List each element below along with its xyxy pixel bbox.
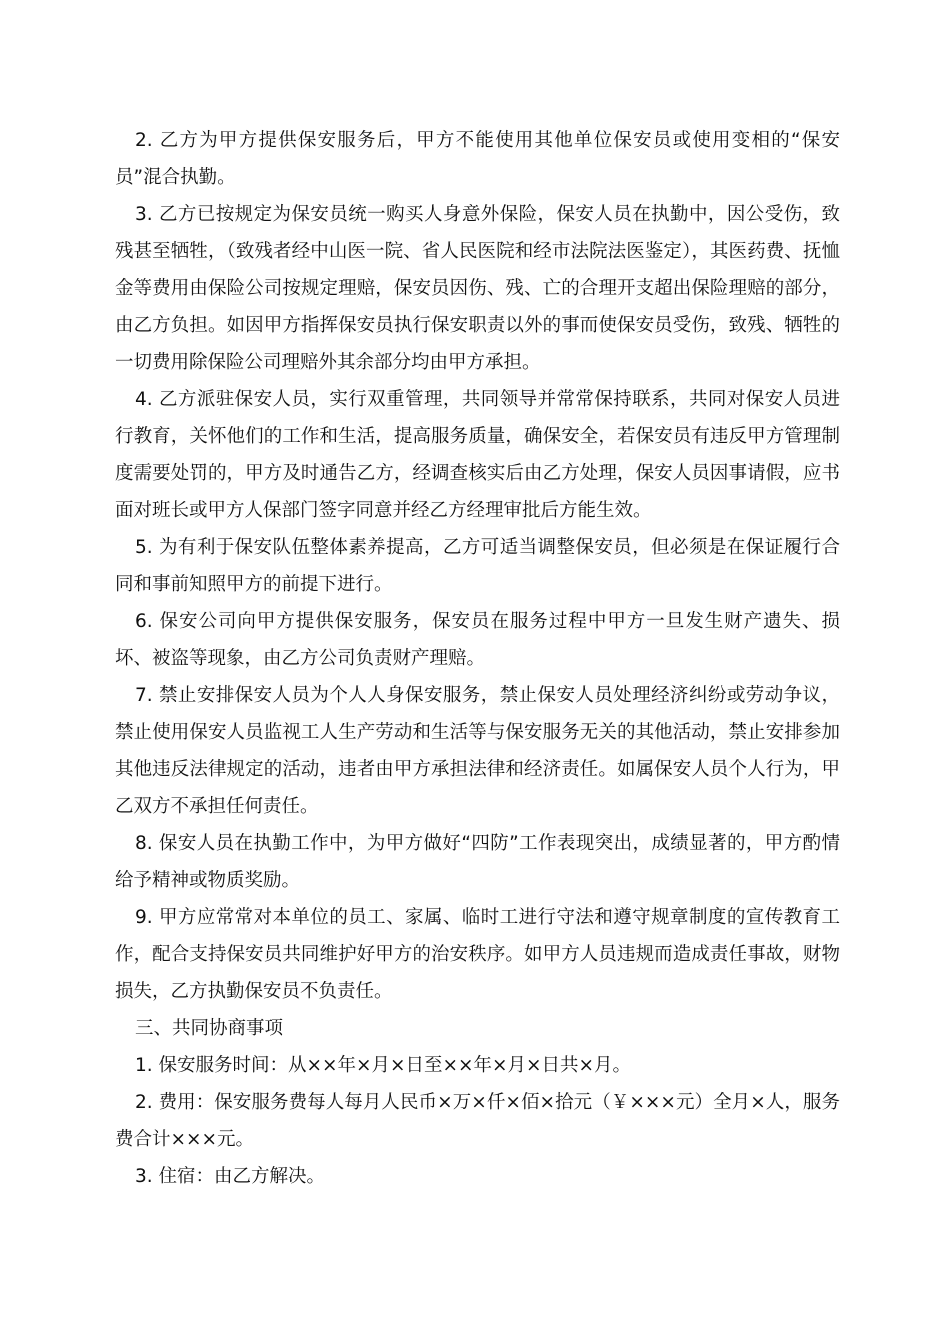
clause-4: 4. 乙方派驻保安人员，实行双重管理，共同领导并常常保持联系，共同对保安人员进行教育，关怀他们的工作和生活，提高服务质量，确保安全，若保安员有违反甲方管理制度需要处罚的，甲方及时通告乙方，经调查核实后由乙方处理，保安人员因事请假，应书面对班长或甲方人保部门签字同意并经乙方经理审批后方能生效。 bbox=[115, 389, 840, 521]
document-page bbox=[115, 122, 840, 1195]
section-item-1: 1. 保安服务时间：从××年×月×日至××年×月×日共×月。 bbox=[135, 1055, 632, 1076]
clause-7: 7. 禁止安排保安人员为个人人身保安服务，禁止保安人员处理经济纠纷或劳动争议，禁止使用保安人员监视工人生产劳动和生活等与保安服务无关的其他活动，禁止安排参加其他违反法律规定的活动，违者由甲方承担法律和经济责任。如属保安人员个人行为，甲乙双方不承担任何责任。 bbox=[115, 685, 840, 817]
clause-2: 2. 乙方为甲方提供保安服务后，甲方不能使用其他单位保安员或使用变相的“保安员”混合执勤。 bbox=[115, 130, 840, 188]
clause-6: 6. 保安公司向甲方提供保安服务，保安员在服务过程中甲方一旦发生财产遗失、损坏、被盗等现象，由乙方公司负责财产理赔。 bbox=[115, 611, 840, 669]
clause-8: 8. 保安人员在执勤工作中，为甲方做好“四防”工作表现突出，成绩显著的，甲方酌情给予精神或物质奖励。 bbox=[115, 833, 840, 891]
section-item-2: 2. 费用：保安服务费每人每月人民币×万×仟×佰×拾元（￥×××元）全月×人，服务费合计×××元。 bbox=[115, 1092, 840, 1150]
clause-3: 3. 乙方已按规定为保安员统一购买人身意外保险，保安人员在执勤中，因公受伤，致残甚至牺牲，（致残者经中山医一院、省人民医院和经市法院法医鉴定），其医药费、抚恤金等费用由保险公司按规定理赔，保安员因伤、残、亡的合理开支超出保险理赔的部分，由乙方负担。如因甲方指挥保安员执行保安职责以外的事而使保安员受伤，致残、牺牲的一切费用除保险公司理赔外其余部分均由甲方承担。 bbox=[115, 204, 840, 373]
section-item-3: 3. 住宿：由乙方解决。 bbox=[135, 1166, 326, 1187]
section-heading: 三、共同协商事项 bbox=[135, 1018, 284, 1039]
clause-5: 5. 为有利于保安队伍整体素养提高，乙方可适当调整保安员，但必须是在保证履行合同和事前知照甲方的前提下进行。 bbox=[115, 537, 840, 595]
clause-9: 9. 甲方应常常对本单位的员工、家属、临时工进行守法和遵守规章制度的宣传教育工作，配合支持保安员共同维护好甲方的治安秩序。如甲方人员违规而造成责任事故，财物损失，乙方执勤保安员不负责任。 bbox=[115, 907, 840, 1002]
